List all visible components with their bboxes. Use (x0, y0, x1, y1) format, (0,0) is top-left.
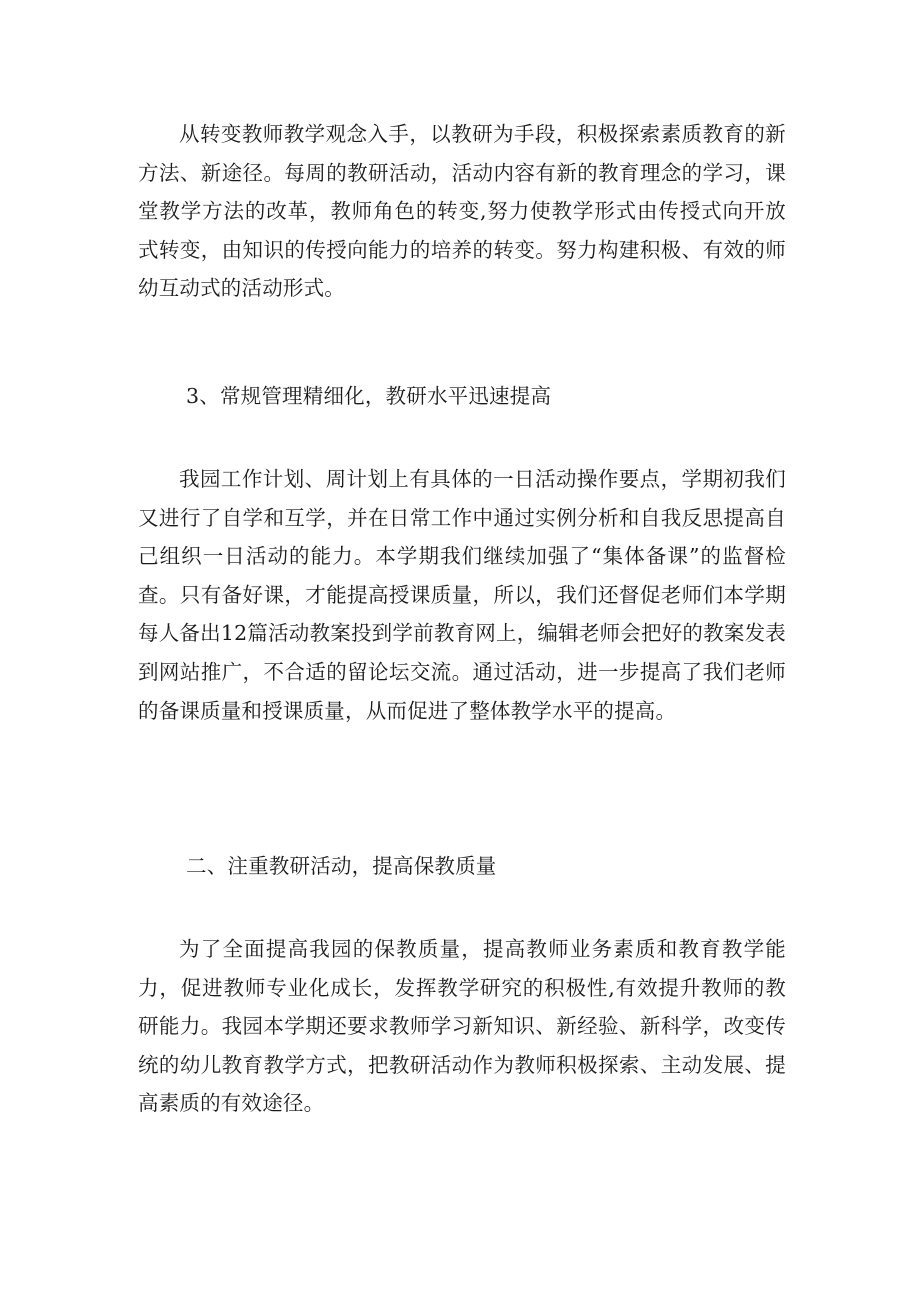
paragraph-education-quality: 为了全面提高我园的保教质量，提高教师业务素质和教育教学能力，促进教师专业化成长，发挥教学研究的积极性,有效提升教师的教研能力。我园本学期还要求教师学习新知识、新经验、新科学，改变传统的幼儿教育教学方式，把教研活动作为教师积极探索、主动发展、提高素质的有效途径。 (138, 937, 786, 1116)
paragraph-teaching-concept: 从转变教师教学观念入手，以教研为手段，积极探索素质教育的新方法、新途径。每周的教研活动，活动内容有新的教育理念的学习，课堂教学方法的改革，教师角色的转变,努力使教学形式由传授式向开放式转变，由知识的传授向能力的培养的转变。努力构建积极、有效的师幼互动式的活动形式。 (138, 122, 786, 301)
heading-teaching-research: 二、注重教研活动，提高保教质量 (186, 854, 497, 878)
heading-routine-management: 3、常规管理精细化，教研水平迅速提高 (186, 384, 552, 408)
paragraph-work-plan: 我园工作计划、周计划上有具体的一日活动操作要点，学期初我们又进行了自学和互学，并在日常工作中通过实例分析和自我反思提高自己组织一日活动的能力。本学期我们继续加强了“集体备课”的监督检查。只有备好课，才能提高授课质量，所以，我们还督促老师们本学期每人备出12篇活动教案投到学前教育网上，编辑老师会把好的教案发表到网站推广，不合适的留论坛交流。通过活动，进一步提高了我们老师的备课质量和授课质量，从而促进了整体教学水平的提高。 (138, 467, 786, 723)
